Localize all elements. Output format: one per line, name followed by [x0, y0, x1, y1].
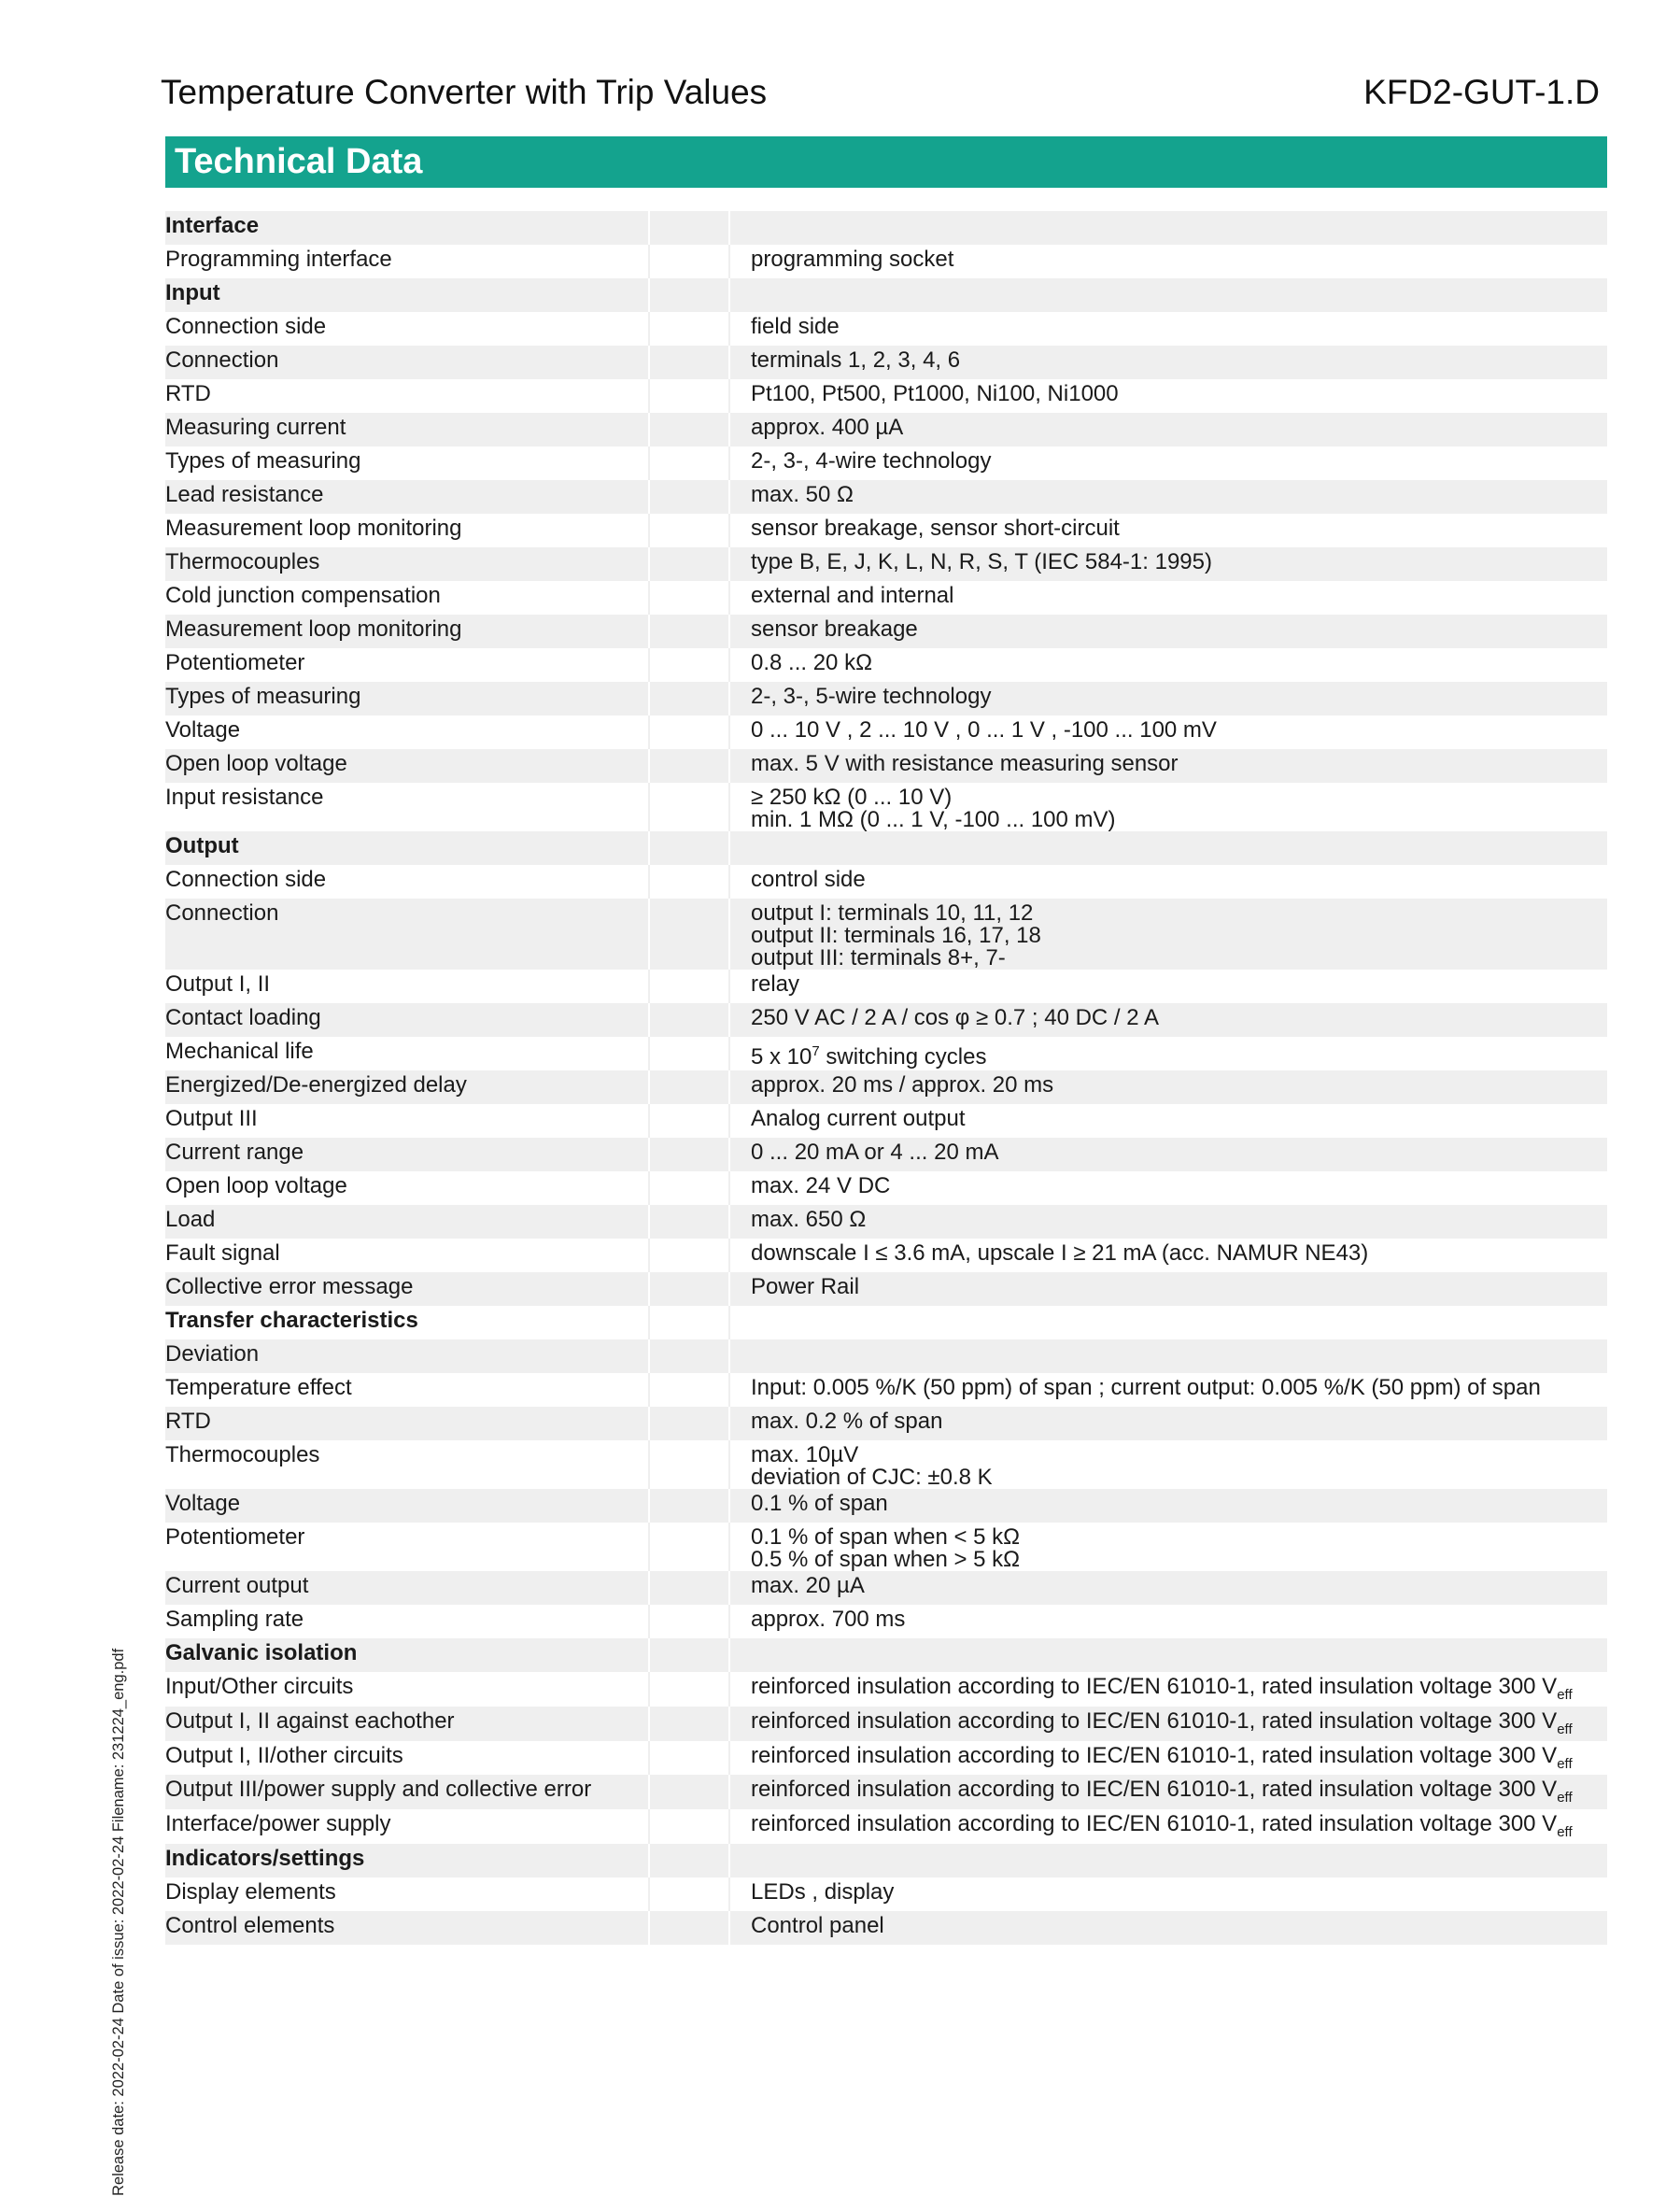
value-text: output I: terminals 10, 11, 12 output II: terminals 16, 17, 18 output III: terminals 8+, 7- [751, 900, 1041, 970]
table-row [165, 1407, 1607, 1440]
spacer-cell [649, 312, 729, 346]
parameter-label: Types of measuring [165, 446, 649, 480]
spacer-cell [649, 1171, 729, 1205]
value-text: 0.8 ... 20 kΩ [751, 650, 873, 675]
parameter-label: Open loop voltage [165, 1171, 649, 1205]
table-row [165, 1877, 1607, 1911]
table-row [165, 1239, 1607, 1272]
spacer-cell [649, 1707, 729, 1741]
parameter-label: Voltage [165, 715, 649, 749]
spacer-cell [649, 1339, 729, 1373]
table-row [165, 1171, 1607, 1205]
table-row [165, 1489, 1607, 1523]
value-subscript: eff [1557, 1755, 1573, 1772]
parameter-value [729, 899, 1607, 970]
spacer-cell [649, 278, 729, 312]
parameter-label: Connection [165, 346, 649, 379]
parameter-value [729, 1339, 1607, 1373]
parameter-label: Voltage [165, 1489, 649, 1523]
parameter-value [729, 1171, 1607, 1205]
parameter-value [729, 1205, 1607, 1239]
spacer-cell [649, 1104, 729, 1138]
spacer-cell [649, 865, 729, 899]
spacer-cell [649, 379, 729, 413]
table-row [165, 312, 1607, 346]
parameter-label: Mechanical life [165, 1037, 649, 1070]
spacer-cell [649, 1571, 729, 1605]
parameter-value [729, 1440, 1607, 1489]
parameter-label: Energized/De-energized delay [165, 1070, 649, 1104]
spacer-cell [649, 1306, 729, 1339]
parameter-value [729, 1571, 1607, 1605]
parameter-value [729, 1239, 1607, 1272]
spacer-cell [649, 831, 729, 865]
value-text: approx. 400 µA [751, 415, 904, 440]
table-row [165, 1741, 1607, 1776]
parameter-value [729, 831, 1607, 865]
parameter-value [729, 715, 1607, 749]
table-row [165, 480, 1607, 514]
table-row [165, 379, 1607, 413]
table-row [165, 1605, 1607, 1638]
parameter-label: Lead resistance [165, 480, 649, 514]
spacer-cell [649, 547, 729, 581]
parameter-label: Current output [165, 1571, 649, 1605]
parameter-value [729, 278, 1607, 312]
spacer-cell [649, 514, 729, 547]
parameter-label: Output III/power supply and collective error [165, 1775, 649, 1809]
parameter-label: Fault signal [165, 1239, 649, 1272]
spacer-cell [649, 1877, 729, 1911]
table-row [165, 715, 1607, 749]
spacer-cell [649, 615, 729, 648]
spacer-cell [649, 480, 729, 514]
parameter-label: Collective error message [165, 1272, 649, 1306]
spacer-cell [649, 581, 729, 615]
value-superscript: 7 [812, 1043, 820, 1059]
value-text: downscale I ≤ 3.6 mA, upscale I ≥ 21 mA (acc. NAMUR NE43) [751, 1240, 1369, 1266]
parameter-label: RTD [165, 379, 649, 413]
section-label: Input [165, 278, 649, 312]
spacer-cell [649, 211, 729, 245]
spacer-cell [649, 1672, 729, 1707]
parameter-label: Temperature effect [165, 1373, 649, 1407]
spacer-cell [649, 682, 729, 715]
value-text-after: switching cycles [819, 1044, 987, 1070]
table-row [165, 1138, 1607, 1171]
table-row [165, 783, 1607, 831]
parameter-label: Display elements [165, 1877, 649, 1911]
table-row [165, 648, 1607, 682]
parameter-value [729, 1523, 1607, 1571]
parameter-value [729, 1003, 1607, 1037]
value-subscript: eff [1557, 1686, 1573, 1703]
table-row [165, 682, 1607, 715]
parameter-value [729, 581, 1607, 615]
parameter-label: Interface/power supply [165, 1809, 649, 1844]
spacer-cell [649, 413, 729, 446]
section-header-row [165, 211, 1607, 245]
parameter-label: Input/Other circuits [165, 1672, 649, 1707]
parameter-value [729, 1741, 1607, 1776]
table-row [165, 1373, 1607, 1407]
parameter-value [729, 1104, 1607, 1138]
value-text: 0 ... 10 V , 2 ... 10 V , 0 ... 1 V , -100 ... 100 mV [751, 717, 1217, 743]
parameter-label: Thermocouples [165, 547, 649, 581]
parameter-value [729, 1272, 1607, 1306]
spacer-cell [649, 1489, 729, 1523]
value-text: terminals 1, 2, 3, 4, 6 [751, 347, 961, 373]
section-label: Transfer characteristics [165, 1306, 649, 1339]
parameter-label: Contact loading [165, 1003, 649, 1037]
model-number: KFD2-GUT-1.D [1363, 73, 1600, 111]
parameter-label: Measurement loop monitoring [165, 514, 649, 547]
parameter-label: Measuring current [165, 413, 649, 446]
parameter-label: RTD [165, 1407, 649, 1440]
parameter-value [729, 514, 1607, 547]
value-text: max. 24 V DC [751, 1173, 891, 1198]
table-row [165, 1339, 1607, 1373]
value-text: sensor breakage, sensor short-circuit [751, 516, 1120, 541]
value-text: Power Rail [751, 1274, 860, 1299]
parameter-value [729, 749, 1607, 783]
value-text: 0.1 % of span [751, 1491, 888, 1516]
section-header-row [165, 278, 1607, 312]
spacer-cell [649, 1373, 729, 1407]
parameter-value [729, 1138, 1607, 1171]
parameter-label: Connection [165, 899, 649, 970]
table-row [165, 581, 1607, 615]
parameter-value [729, 783, 1607, 831]
spacer-cell [649, 1440, 729, 1489]
table-row [165, 547, 1607, 581]
table-row [165, 1104, 1607, 1138]
parameter-label: Input resistance [165, 783, 649, 831]
table-row [165, 1003, 1607, 1037]
spacer-cell [649, 970, 729, 1003]
table-row [165, 1911, 1607, 1945]
parameter-value [729, 1037, 1607, 1070]
parameter-value [729, 1877, 1607, 1911]
table-row [165, 1775, 1607, 1809]
parameter-label: Types of measuring [165, 682, 649, 715]
parameter-value [729, 346, 1607, 379]
section-label: Indicators/settings [165, 1844, 649, 1877]
parameter-value [729, 1775, 1607, 1809]
value-text: approx. 20 ms / approx. 20 ms [751, 1072, 1054, 1098]
spacer-cell [649, 783, 729, 831]
parameter-label: Output I, II/other circuits [165, 1741, 649, 1776]
value-text: max. 0.2 % of span [751, 1409, 943, 1434]
parameter-value [729, 1489, 1607, 1523]
value-text: 2-, 3-, 5-wire technology [751, 684, 992, 709]
spacer-cell [649, 1523, 729, 1571]
table-row [165, 1070, 1607, 1104]
parameter-label: Output I, II against eachother [165, 1707, 649, 1741]
parameter-value [729, 245, 1607, 278]
value-subscript: eff [1557, 1823, 1573, 1840]
parameter-value [729, 1407, 1607, 1440]
value-text: reinforced insulation according to IEC/EN 61010-1, rated insulation voltage 300 V [751, 1811, 1558, 1837]
value-subscript: eff [1557, 1721, 1573, 1737]
spacer-cell [649, 1070, 729, 1104]
parameter-label: Connection side [165, 312, 649, 346]
table-row [165, 1672, 1607, 1707]
parameter-label: Thermocouples [165, 1440, 649, 1489]
spacer-cell [649, 245, 729, 278]
spacer-cell [649, 1741, 729, 1776]
value-text: Pt100, Pt500, Pt1000, Ni100, Ni1000 [751, 381, 1119, 406]
parameter-label: Measurement loop monitoring [165, 615, 649, 648]
value-text: ≥ 250 kΩ (0 ... 10 V) min. 1 MΩ (0 ... 1 V, -100 ... 100 mV) [751, 785, 1116, 832]
value-text: 0 ... 20 mA or 4 ... 20 mA [751, 1140, 999, 1165]
value-text: external and internal [751, 583, 954, 608]
value-text: max. 50 Ω [751, 482, 854, 507]
parameter-label: Output I, II [165, 970, 649, 1003]
spacer-cell [649, 749, 729, 783]
parameter-value [729, 970, 1607, 1003]
release-note: Release date: 2022-02-24 Date of issue: 2022-02-24 Filename: 231224_eng.pdf [110, 1648, 127, 2196]
value-text: 2-, 3-, 4-wire technology [751, 448, 992, 474]
section-banner: Technical Data [165, 136, 1607, 188]
document-title: Temperature Converter with Trip Values [161, 73, 768, 111]
parameter-label: Cold junction compensation [165, 581, 649, 615]
spacer-cell [649, 715, 729, 749]
table-row [165, 1440, 1607, 1489]
parameter-value [729, 648, 1607, 682]
parameter-value [729, 413, 1607, 446]
parameter-label: Control elements [165, 1911, 649, 1945]
value-text: max. 20 µA [751, 1573, 865, 1598]
spacer-cell [649, 1911, 729, 1945]
parameter-value [729, 1911, 1607, 1945]
parameter-value [729, 1605, 1607, 1638]
spacer-cell [649, 1775, 729, 1809]
table-row [165, 1707, 1607, 1741]
table-row [165, 615, 1607, 648]
value-text: max. 10µV deviation of CJC: ±0.8 K [751, 1442, 993, 1490]
table-row [165, 865, 1607, 899]
table-row [165, 1571, 1607, 1605]
section-header-row [165, 1306, 1607, 1339]
spacer-cell [649, 648, 729, 682]
parameter-value [729, 480, 1607, 514]
table-row [165, 1205, 1607, 1239]
spacer-cell [649, 1407, 729, 1440]
table-row [165, 899, 1607, 970]
parameter-value [729, 379, 1607, 413]
parameter-value [729, 682, 1607, 715]
section-header-row [165, 831, 1607, 865]
value-text: 250 V AC / 2 A / cos φ ≥ 0.7 ; 40 DC / 2 A [751, 1005, 1159, 1030]
parameter-value [729, 865, 1607, 899]
value-text: Analog current output [751, 1106, 966, 1131]
table-row [165, 413, 1607, 446]
spacer-cell [649, 1605, 729, 1638]
parameter-value [729, 1809, 1607, 1844]
table-row [165, 346, 1607, 379]
value-text: reinforced insulation according to IEC/EN 61010-1, rated insulation voltage 300 V [751, 1674, 1558, 1699]
technical-data-table [165, 211, 1607, 1945]
section-header-row [165, 1844, 1607, 1877]
spacer-cell [649, 1037, 729, 1070]
parameter-label: Sampling rate [165, 1605, 649, 1638]
value-text: max. 650 Ω [751, 1207, 867, 1232]
spacer-cell [649, 1844, 729, 1877]
section-label: Galvanic isolation [165, 1638, 649, 1672]
parameter-label: Current range [165, 1138, 649, 1171]
value-subscript: eff [1557, 1790, 1573, 1806]
parameter-value [729, 1306, 1607, 1339]
parameter-value [729, 615, 1607, 648]
spacer-cell [649, 1239, 729, 1272]
parameter-value [729, 211, 1607, 245]
section-label: Output [165, 831, 649, 865]
value-text: type B, E, J, K, L, N, R, S, T (IEC 584-1: 1995) [751, 549, 1212, 574]
value-text: field side [751, 314, 840, 339]
value-text: LEDs , display [751, 1878, 895, 1905]
parameter-value [729, 1373, 1607, 1407]
table-row [165, 749, 1607, 783]
spacer-cell [649, 446, 729, 480]
spacer-cell [649, 1638, 729, 1672]
parameter-label: Deviation [165, 1339, 649, 1373]
spacer-cell [649, 1138, 729, 1171]
parameter-value [729, 312, 1607, 346]
value-text: control side [751, 867, 866, 892]
parameter-label: Potentiometer [165, 1523, 649, 1571]
parameter-label: Open loop voltage [165, 749, 649, 783]
table-row [165, 970, 1607, 1003]
spacer-cell [649, 1205, 729, 1239]
parameter-label: Output III [165, 1104, 649, 1138]
spacer-cell [649, 1003, 729, 1037]
table-row [165, 245, 1607, 278]
value-text: max. 5 V with resistance measuring sensor [751, 751, 1179, 776]
value-text: sensor breakage [751, 616, 918, 642]
value-text: approx. 700 ms [751, 1607, 906, 1632]
value-text: 5 x 10 [751, 1044, 812, 1070]
value-text: Control panel [751, 1912, 884, 1938]
spacer-cell [649, 1272, 729, 1306]
spacer-cell [649, 899, 729, 970]
parameter-value [729, 547, 1607, 581]
value-text: 0.1 % of span when < 5 kΩ 0.5 % of span when > 5 kΩ [751, 1524, 1021, 1572]
table-row [165, 446, 1607, 480]
parameter-label: Connection side [165, 865, 649, 899]
parameter-value [729, 1844, 1607, 1877]
parameter-value [729, 1672, 1607, 1707]
table-row [165, 514, 1607, 547]
parameter-value [729, 446, 1607, 480]
value-text: programming socket [751, 247, 954, 272]
table-row [165, 1037, 1607, 1070]
table-row [165, 1809, 1607, 1844]
parameter-label: Potentiometer [165, 648, 649, 682]
parameter-value [729, 1707, 1607, 1741]
value-text: reinforced insulation according to IEC/EN 61010-1, rated insulation voltage 300 V [751, 1707, 1558, 1734]
value-text: reinforced insulation according to IEC/EN 61010-1, rated insulation voltage 300 V [751, 1742, 1558, 1768]
table-row [165, 1272, 1607, 1306]
spacer-cell [649, 1809, 729, 1844]
parameter-label: Load [165, 1205, 649, 1239]
value-text: Input: 0.005 %/K (50 ppm) of span ; current output: 0.005 %/K (50 ppm) of span [751, 1375, 1541, 1400]
parameter-value [729, 1638, 1607, 1672]
section-header-row [165, 1638, 1607, 1672]
value-text: reinforced insulation according to IEC/EN 61010-1, rated insulation voltage 300 V [751, 1777, 1558, 1803]
table-row [165, 1523, 1607, 1571]
section-label: Interface [165, 211, 649, 245]
parameter-value [729, 1070, 1607, 1104]
parameter-label: Programming interface [165, 245, 649, 278]
value-text: relay [751, 971, 800, 997]
spacer-cell [649, 346, 729, 379]
